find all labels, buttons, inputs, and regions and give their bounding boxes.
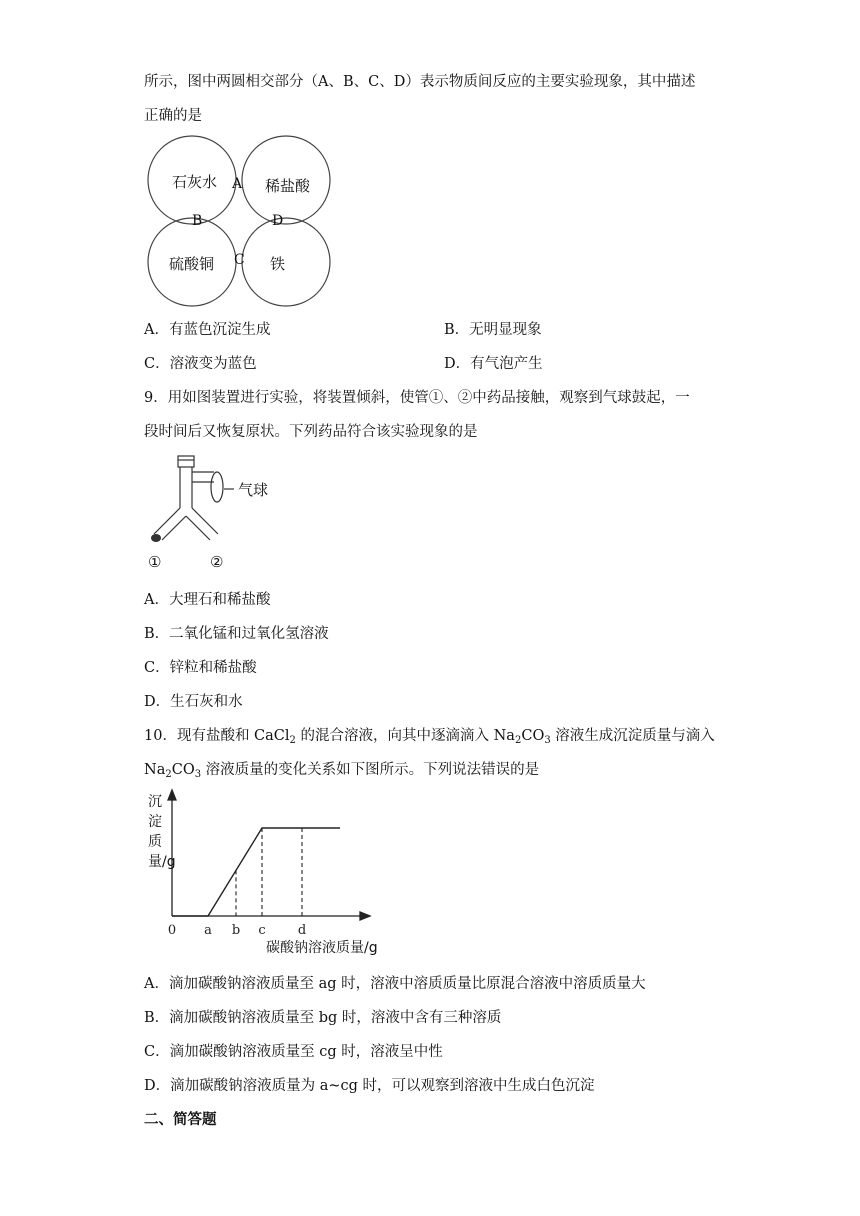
balloon-label: 气球 [238,481,269,499]
venn-diagram [146,134,336,310]
q8-option-d[interactable]: D．有气泡产生 [444,356,543,372]
stopper [178,456,194,467]
y-axis-label: 沉淀质量/g [148,794,176,870]
section-heading: 二、简答题 [144,1111,217,1128]
venn-region-c: C [234,252,245,268]
venn-label-limewater: 石灰水 [172,173,218,191]
x-tick-label-b: b [231,923,241,938]
venn-circle-iron [242,218,330,306]
q9-option-a[interactable]: A．大理石和稀盐酸 [144,592,271,608]
q9-text-line1: 9．用如图装置进行实验，将装置倾斜，使管①、②中药品接触，观察到气球鼓起，一 [144,390,690,406]
q8-option-b[interactable]: B．无明显现象 [444,322,542,338]
q9-option-b[interactable]: B．二氧化锰和过氧化氢溶液 [144,626,329,642]
x-tick-label-c: c [258,923,266,938]
q8-option-c[interactable]: C．溶液变为蓝色 [144,356,257,372]
x-tick-label-a: a [204,923,212,938]
venn-region-d: D [272,213,284,229]
precipitate-chart [144,788,404,960]
x-axis-label: 碳酸钠溶液质量/g [266,940,378,956]
q8-text-line2: 正确的是 [144,108,202,124]
y-axis-arrow [168,790,176,800]
venn-label-hydrochloric-acid: 稀盐酸 [265,177,311,195]
venn-region-b: B [192,213,203,229]
q9-option-c[interactable]: C．锌粒和稀盐酸 [144,660,257,676]
balloon [211,472,223,502]
q10-option-c[interactable]: C．滴加碳酸钠溶液质量至 cg 时，溶液呈中性 [144,1044,443,1060]
q10-option-b[interactable]: B．滴加碳酸钠溶液质量至 bg 时，溶液中含有三种溶质 [144,1010,502,1026]
x-tick-label-0: 0 [167,923,177,938]
tube1-solid [151,534,161,542]
venn-region-a: A [232,176,243,192]
q10-text-line1: 10．现有盐酸和 CaCl$_2$ 的混合溶液，向其中逐滴滴入 $Na_2CO_3$ 溶液生成沉淀质量与滴入 [144,728,715,746]
q8-text-line1: 所示，图中两圆相交部分（A、B、C、D）表示物质间反应的主要实验现象，其中描述 [144,74,696,90]
venn-label-iron: 铁 [270,255,286,273]
q10-text-line2: $Na_2CO_3$ 溶液质量的变化关系如下图所示。下列说法错误的是 [144,762,540,780]
q8-option-a[interactable]: A．有蓝色沉淀生成 [144,322,271,338]
x-axis-arrow [360,912,370,920]
q10-option-d[interactable]: D．滴加碳酸钠溶液质量为 a~cg 时，可以观察到溶液中生成白色沉淀 [144,1078,595,1094]
series-line-0 [172,828,340,916]
venn-label-copper-sulfate: 硫酸铜 [169,255,215,273]
tube1-label: ① [148,553,162,571]
q9-text-line2: 段时间后又恢复原状。下列药品符合该实验现象的是 [144,424,478,440]
tube2-label: ② [210,553,224,571]
q10-option-a[interactable]: A．滴加碳酸钠溶液质量至 ag 时，溶液中溶质质量比原混合溶液中溶质质量大 [144,976,646,992]
x-tick-label-d: d [297,923,307,938]
q9-option-d[interactable]: D．生石灰和水 [144,694,243,710]
y-tube-apparatus [144,452,284,574]
